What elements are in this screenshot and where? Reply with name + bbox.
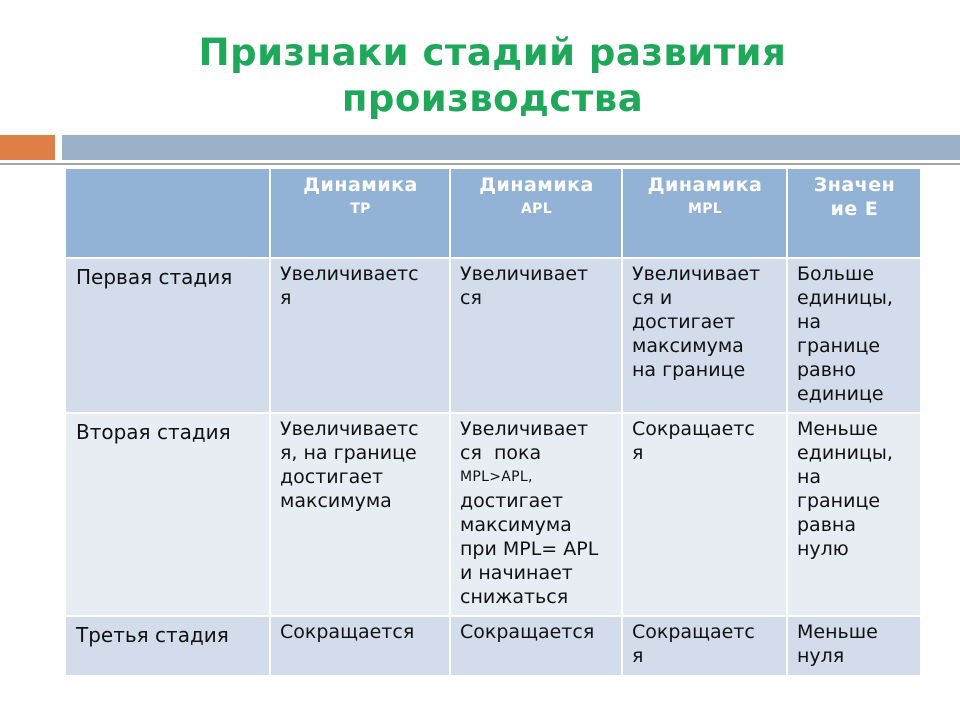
cell-text: на (797, 311, 822, 333)
cell-text: ся пока (460, 442, 542, 464)
mpl-cell (622, 616, 787, 676)
cell-text: нуля (797, 645, 845, 667)
header-sublabel: APL (521, 201, 552, 217)
cell-text: ся (460, 287, 482, 309)
cell-text: Сокращается (280, 621, 415, 643)
cell-text: единице (797, 383, 884, 405)
mpl-cell (622, 413, 787, 616)
cell-text: единицы, (797, 442, 893, 464)
cell-text: границе (797, 335, 881, 357)
table-row (65, 616, 921, 676)
cell-text: Сокращается (460, 621, 595, 643)
cell-text: границе (797, 490, 881, 512)
cell-text: Сокращаетс (632, 621, 755, 643)
header-label: Динамика (303, 174, 418, 196)
e-cell (787, 258, 921, 413)
cell-text: я (632, 645, 644, 667)
e-cell (787, 616, 921, 676)
header-cell-empty (65, 168, 270, 258)
apl-cell (450, 616, 622, 676)
mpl-cell (622, 258, 787, 413)
accent-bar-blue (62, 135, 960, 160)
header-label: Значен (813, 174, 896, 196)
stage-name-cell: Третья стадия (65, 616, 270, 676)
apl-cell (450, 413, 622, 616)
cell-text: равна (797, 514, 856, 536)
cell-text: Увеличиваетс (280, 263, 419, 285)
divider-line (0, 163, 960, 165)
cell-text: максимума (460, 514, 572, 536)
table-header-row (65, 168, 921, 258)
header-sublabel: ие E (830, 198, 879, 220)
stages-table (64, 167, 922, 677)
tp-cell (270, 616, 450, 676)
header-label: Динамика (479, 174, 594, 196)
cell-text: я (280, 287, 292, 309)
header-cell-e (787, 168, 921, 258)
cell-text: достигает (280, 466, 384, 488)
accent-bar-orange (0, 135, 55, 160)
cell-text: достигает (632, 311, 736, 333)
cell-text: Увеличивает (460, 263, 589, 285)
cell-text: при MPL= APL (460, 538, 599, 560)
cell-text: и начинает (460, 562, 573, 584)
cell-text: снижаться (460, 586, 569, 608)
cell-text: достигает (460, 490, 564, 512)
e-cell (787, 413, 921, 616)
cell-text: я, на границе (280, 442, 417, 464)
cell-text: максимума (280, 490, 392, 512)
cell-text: MPL>APL, (460, 469, 533, 485)
cell-text: Увеличиваетс (280, 418, 419, 440)
header-cell-tp (270, 168, 450, 258)
header-sublabel: MPL (687, 201, 722, 217)
cell-text: единицы, (797, 287, 893, 309)
header-label: Динамика (647, 174, 763, 196)
cell-text: на границе (632, 359, 746, 381)
title-line-1: Признаки стадий развития (198, 31, 787, 74)
stage-name-cell: Первая стадия (65, 258, 270, 413)
cell-text: Увеличивает (460, 418, 589, 440)
stage-name-cell: Вторая стадия (65, 413, 270, 616)
table-row (65, 413, 921, 616)
slide-title (0, 30, 960, 122)
tp-cell (270, 258, 450, 413)
cell-text: максимума (632, 335, 744, 357)
cell-text: Больше (797, 263, 875, 285)
cell-text: Сокращаетс (632, 418, 755, 440)
header-cell-apl (450, 168, 622, 258)
tp-cell (270, 413, 450, 616)
cell-text: на (797, 466, 822, 488)
cell-text: Увеличивает (632, 263, 761, 285)
cell-text: ся и (632, 287, 673, 309)
cell-text: нулю (797, 538, 849, 560)
cell-text: Меньше (797, 418, 878, 440)
cell-text: Меньше (797, 621, 878, 643)
header-sublabel: TP (350, 201, 371, 217)
table-row (65, 258, 921, 413)
apl-cell (450, 258, 622, 413)
cell-text: равно (797, 359, 856, 381)
cell-text: я (632, 442, 644, 464)
title-line-2: производства (341, 77, 644, 120)
header-cell-mpl (622, 168, 787, 258)
